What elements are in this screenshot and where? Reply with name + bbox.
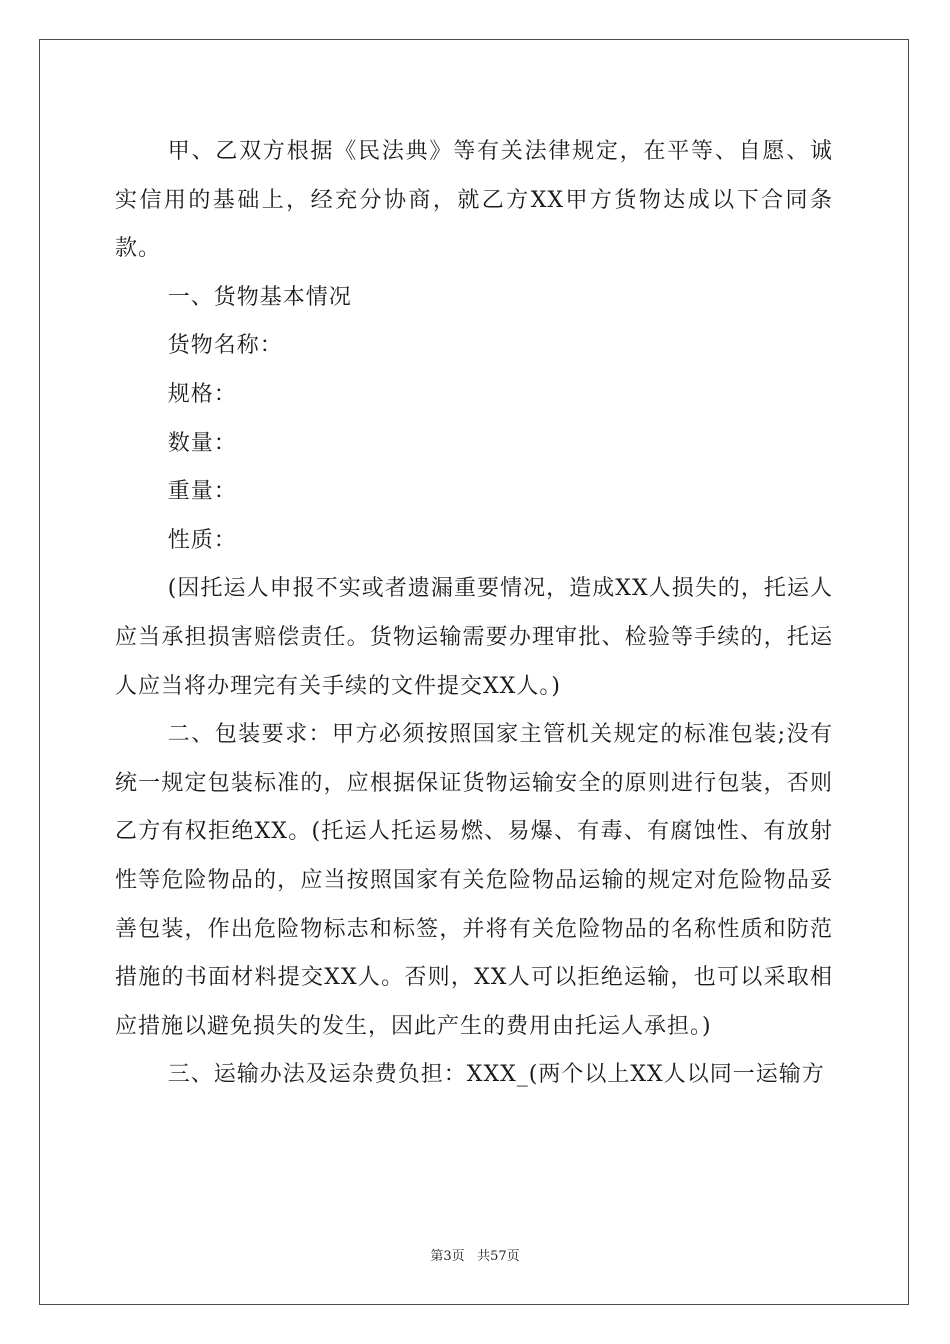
paragraph: 二、包装要求：甲方必须按照国家主管机关规定的标准包装;没有统一规定包装标准的，应根据保证货物运输安全的原则进行包装，否则乙方有权拒绝XX。(托运人托运易燃、易爆、有毒、有腐蚀性、有放射性等危险物品的，应当按照国家有关危险物品运输的规定对危险物品妥善包装，作出危险物标志和标签，并将有关危险物品的名称性质和防范措施的书面材料提交XX人。否则，XX人可以拒绝运输，也可以采取相应措施以避免损失的发生，因此产生的费用由托运人承担。) [115,722,833,1039]
field-label: 数量： [167,430,237,456]
field-label: 性质： [167,527,237,553]
page-total: 共57页 [477,1249,520,1264]
paragraph: 甲、乙双方根据《民法典》等有关法律规定，在平等、自愿、诚实信用的基础上，经充分协商，就乙方XX甲方货物达成以下合同条款。 [115,139,833,262]
paragraph: 三、运输办法及运杂费负担：XXX_(两个以上XX人以同一运输方 [167,1062,825,1088]
document-body [115,128,833,1100]
page-number: 第3页 [430,1249,465,1264]
page-footer [0,1245,950,1264]
paragraph: (因托运人申报不实或者遗漏重要情况，造成XX人损失的，托运人应当承担损害赔偿责任。货物运输需要办理审批、检验等手续的，托运人应当将办理完有关手续的文件提交XX人。) [115,576,833,699]
field-label: 规格： [167,381,237,407]
field-label: 重量： [167,479,237,505]
section-heading: 一、货物基本情况 [167,284,352,310]
field-label: 货物名称： [167,333,283,359]
